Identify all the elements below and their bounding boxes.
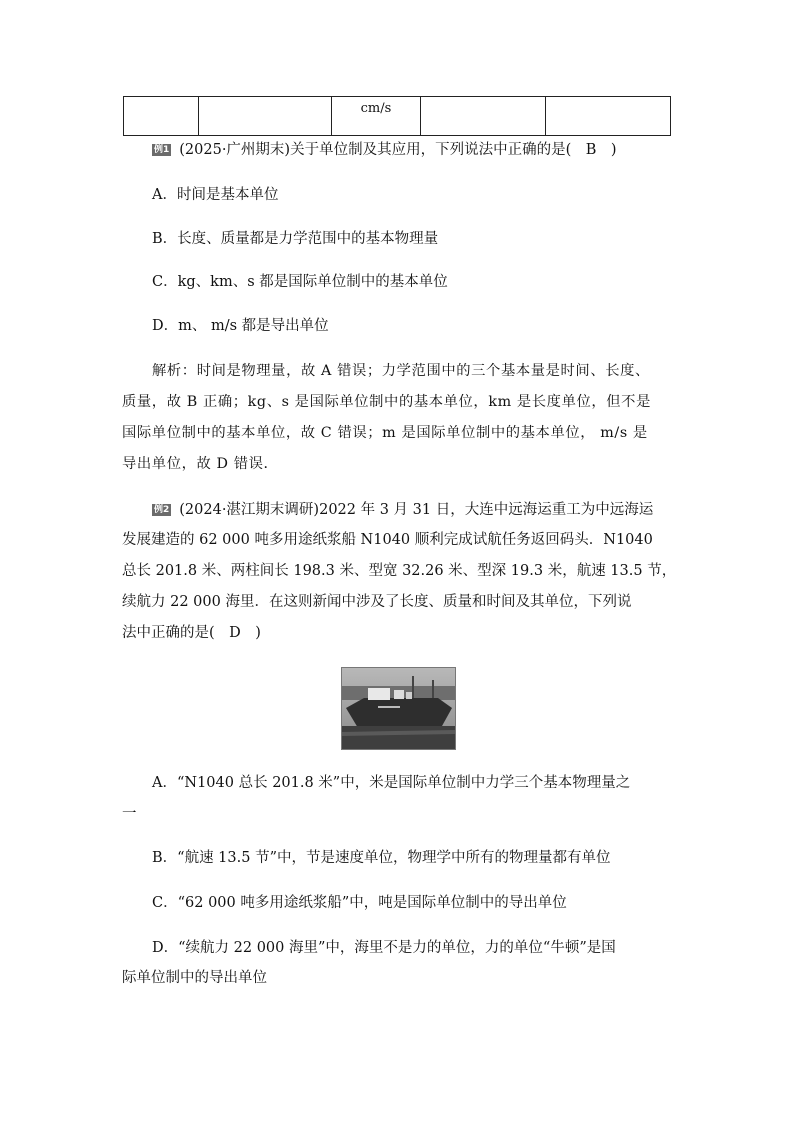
solution-line: 解析：时间是物理量，故 A 错误；力学范围中的三个基本量是时间、长度、 [152, 363, 650, 379]
table-cell [421, 97, 546, 136]
example2-option-a: A．“N1040 总长 201.8 米”中，米是国际单位制中力学三个基本物理量之 [152, 775, 631, 791]
table-cell [546, 97, 671, 136]
example-tag: 例1 [154, 145, 170, 155]
solution-line: 质量，故 B 正确；kg、s 是国际单位制中的基本单位，km 是长度单位，但不是 [122, 394, 651, 410]
table-cell [124, 97, 199, 136]
example-tag: 例2 [154, 505, 170, 515]
units-table [123, 96, 671, 136]
example2-question-line: 总长 201.8 米、两柱间长 198.3 米、型宽 32.26 米、型深 19.3 米，航速 13.5 节， [122, 563, 677, 579]
solution-line: 国际单位制中的基本单位，故 C 错误；m 是国际单位制中的基本单位， m/s 是 [122, 425, 648, 441]
table-cell [199, 97, 332, 136]
example1-option-c: C．kg、km、s 都是国际单位制中的基本单位 [152, 274, 448, 290]
solution-line: 导出单位，故 D 错误． [122, 456, 279, 472]
example2-option-b: B．“航速 13.5 节”中，节是速度单位，物理学中所有的物理量都有单位 [152, 850, 611, 866]
example1-option-d: D．m、 m/s 都是导出单位 [152, 318, 329, 334]
example2-question-line: 发展建造的 62 000 吨多用途纸浆船 N1040 顺利完成试航任务返回码头．N1040 [122, 532, 653, 548]
example2-option-a-cont: 一 [122, 806, 137, 822]
example2-option-d-cont: 际单位制中的导出单位 [122, 970, 267, 986]
example1-question: 例1 (2025·广州期末)关于单位制及其应用，下列说法中正确的是( B ) [154, 142, 617, 158]
ship-photo [341, 667, 456, 750]
table-cell: cm/s [332, 97, 421, 136]
example2-question-line: 续航力 22 000 海里．在这则新闻中涉及了长度、质量和时间及其单位，下列说 [122, 594, 632, 610]
ship-image [342, 668, 455, 749]
table-row [124, 97, 671, 136]
example2-option-d: D．“续航力 22 000 海里”中，海里不是力的单位，力的单位“牛顿”是国 [152, 940, 616, 956]
example2-option-c: C．“62 000 吨多用途纸浆船”中，吨是国际单位制中的导出单位 [152, 895, 567, 911]
example2-question-line: 法中正确的是( D ) [122, 625, 261, 641]
example1-option-b: B．长度、质量都是力学范围中的基本物理量 [152, 231, 439, 247]
example2-question-line: 例2 (2024·湛江期末调研)2022 年 3 月 31 日，大连中远海运重工为中远海运 [154, 502, 654, 518]
example1-option-a: A．时间是基本单位 [152, 187, 279, 203]
